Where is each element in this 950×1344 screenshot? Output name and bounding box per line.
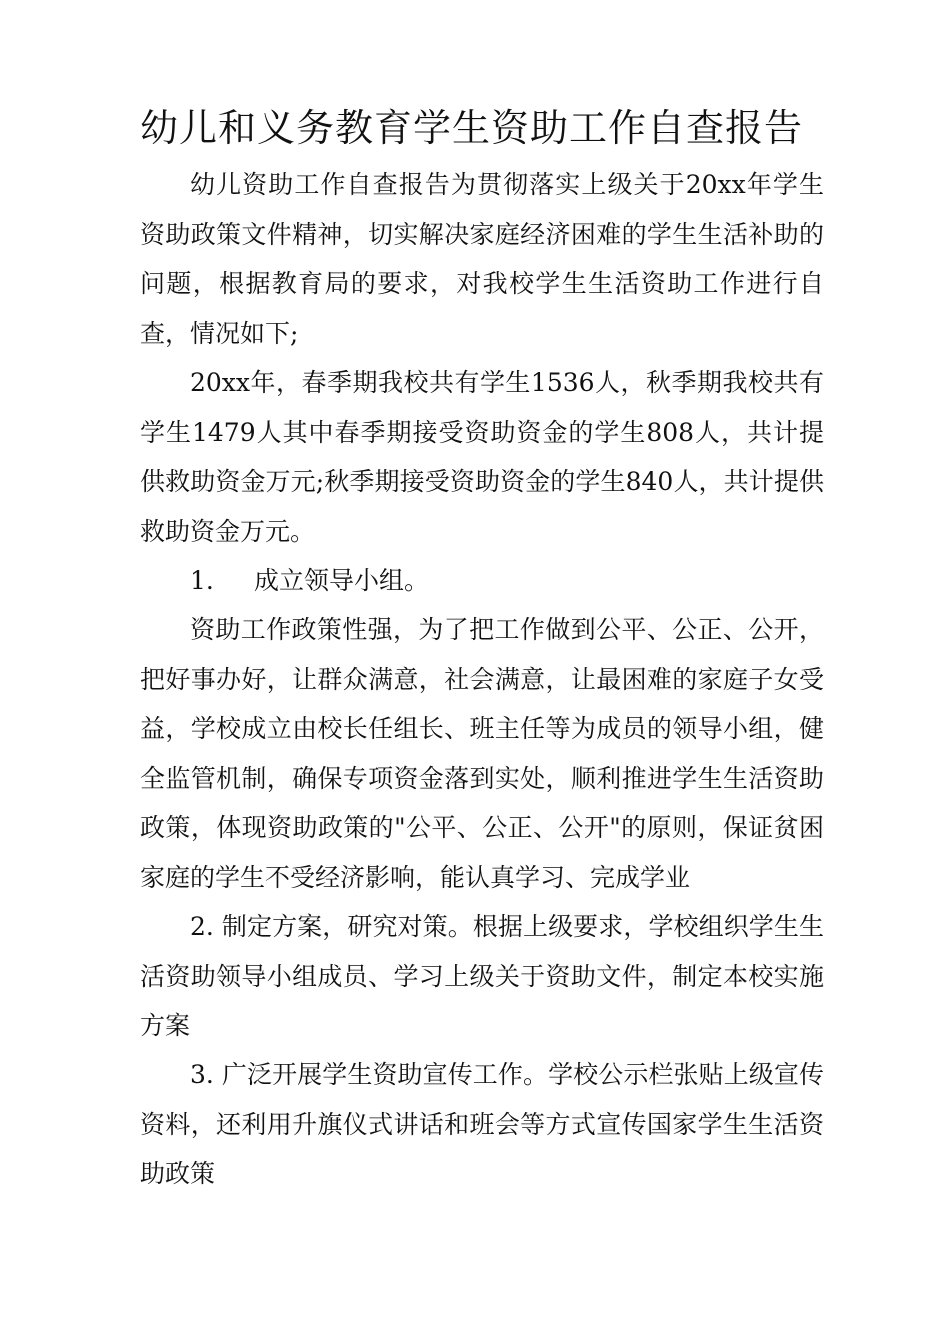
intro-paragraph: 幼儿资助工作自查报告为贯彻落实上级关于20xx年学生资助政策文件精神，切实解决家庭经济困难的学生生活补助的问题，根据教育局的要求，对我校学生生活资助工作进行自查，情况如下; xyxy=(140,170,824,348)
section-2-paragraph: 2. 制定方案，研究对策。根据上级要求，学校组织学生生活资助领导小组成员、学习上级关于资助文件，制定本校实施方案 xyxy=(140,912,824,1040)
section-1-heading xyxy=(190,556,429,606)
section-1-body: 资助工作政策性强，为了把工作做到公平、公正、公开，把好事办好，让群众满意，社会满意，让最困难的家庭子女受益，学校成立由校长任组长、班主任等为成员的领导小组，健全监管机制，确保专项资金落到实处，顺利推进学生生活资助政策，体现资助政策的"公平、公正、公开"的原则，保证贫困家庭的学生不受经济影响，能认真学习、完成学业 xyxy=(140,615,824,892)
section-1-title: 成立领导小组。 xyxy=(254,566,430,595)
statistics-paragraph: 20xx年，春季期我校共有学生1536人，秋季期我校共有学生1479人其中春季期接受资助资金的学生808人，共计提供救助资金万元;秋季期接受资助资金的学生840人，共计提供救助资金万元。 xyxy=(140,368,824,546)
section-1-number: 1. xyxy=(190,566,214,595)
section-3-paragraph: 3. 广泛开展学生资助宣传工作。学校公示栏张贴上级宣传资料，还利用升旗仪式讲话和班会等方式宣传国家学生生活资助政策 xyxy=(140,1060,824,1188)
document-title: 幼儿和义务教育学生资助工作自查报告 xyxy=(140,106,804,150)
